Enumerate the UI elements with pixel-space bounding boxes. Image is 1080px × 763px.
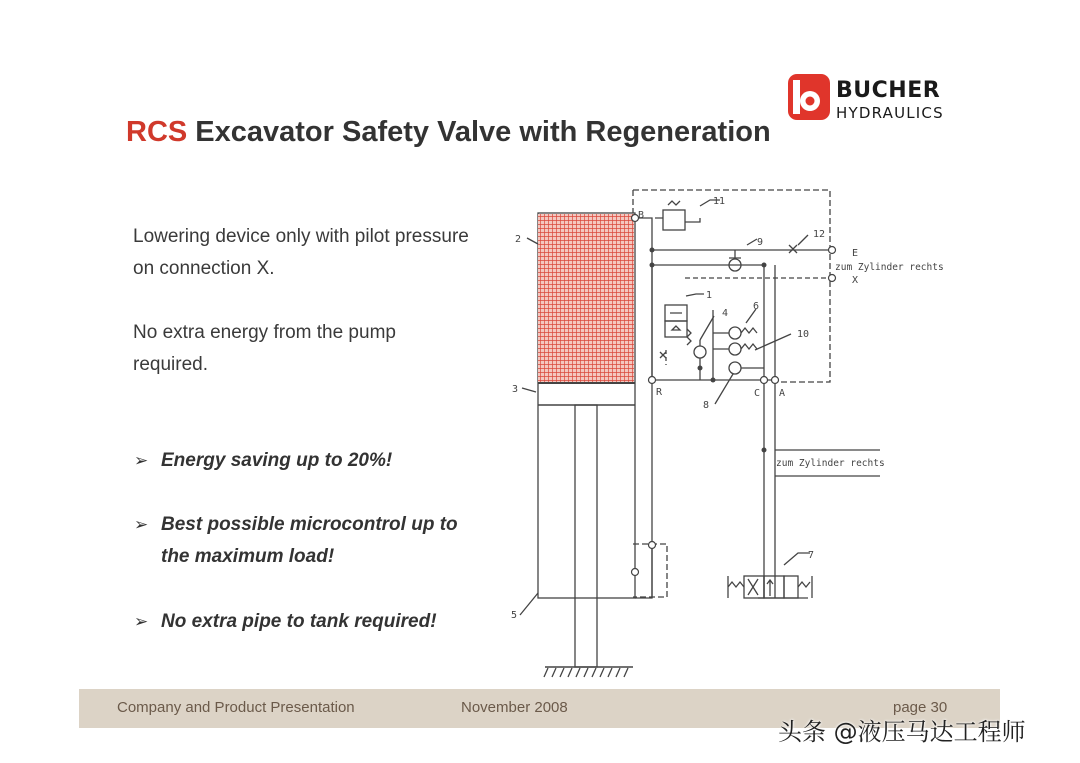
bullet-microcontrol [134, 509, 479, 573]
logo-brand: BUCHER [836, 78, 941, 103]
title-accent: RCS [126, 116, 188, 148]
paragraph-no-extra-energy: No extra energy from the pump required. [133, 322, 396, 375]
bullet-text: No extra pipe to tank required! [161, 611, 437, 632]
page-title [126, 116, 771, 149]
callout-3: 3 [512, 384, 519, 395]
bucher-logo [786, 72, 966, 124]
bullet-arrow-icon: ➢ [134, 451, 149, 470]
callout-1: 1 [706, 290, 713, 301]
port-c-label: C [754, 388, 761, 399]
bullet-text: Best possible microcontrol up to the maximum load! [161, 514, 458, 567]
bullet-arrow-icon: ➢ [134, 515, 149, 534]
footer-date: November 2008 [461, 699, 568, 716]
callout-4: 4 [722, 308, 729, 319]
logo-sub: HYDRAULICS [836, 104, 944, 122]
label-cylinder-right-top: zum Zylinder rechts [835, 262, 944, 273]
port-b-label: B [638, 210, 645, 221]
footer-page-number: page 30 [893, 699, 948, 716]
port-x-label: X [852, 275, 859, 286]
footer-company: Company and Product Presentation [117, 699, 355, 716]
callout-5: 5 [511, 610, 518, 621]
callout-6: 6 [753, 301, 760, 312]
callout-9: 9 [757, 237, 764, 248]
callout-12: 12 [813, 229, 826, 240]
port-e-label: E [852, 248, 859, 259]
bullet-no-extra-pipe [134, 606, 494, 638]
callout-7: 7 [808, 550, 815, 561]
port-r-label: R [656, 387, 663, 398]
label-cylinder-right-mid: zum Zylinder rechts [776, 458, 885, 469]
port-a-label: A [779, 388, 786, 399]
bullet-energy-saving [134, 445, 494, 477]
callout-2: 2 [515, 234, 522, 245]
bullet-text: Energy saving up to 20%! [161, 450, 393, 471]
callout-10: 10 [797, 329, 810, 340]
callout-11: 11 [713, 196, 726, 207]
paragraph-lowering: Lowering device only with pilot pressure on connection X. [133, 226, 469, 279]
bullet-arrow-icon: ➢ [134, 612, 149, 631]
bucher-logo-mark-icon [786, 72, 832, 122]
watermark: 头条 @液压马达工程师 [778, 718, 1026, 746]
hydraulic-circuit-diagram [500, 180, 950, 685]
title-text: Excavator Safety Valve with Regeneration [187, 116, 771, 148]
callout-8: 8 [703, 400, 710, 411]
